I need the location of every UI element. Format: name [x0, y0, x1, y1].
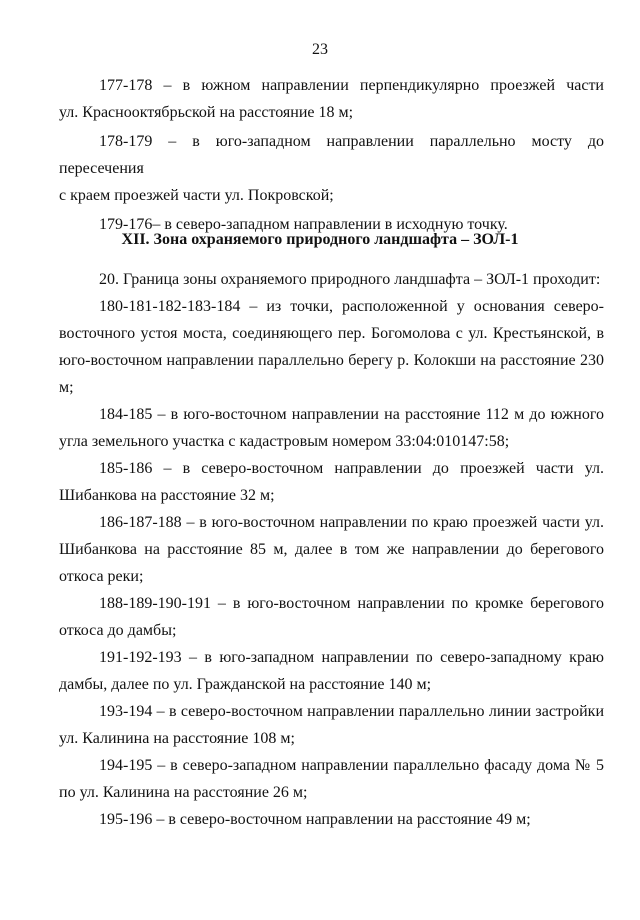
paragraph-193-194: 193-194 – в северо-восточном направлении параллельно линии застройки ул. Калинина на расстояние 108 м;: [59, 703, 604, 747]
section-heading: XII. Зона охраняемого природного ландшафта – ЗОЛ-1: [121, 231, 519, 248]
paragraph-177-178-line-2: ул. Краснооктябрьской на расстояние 18 м;: [59, 104, 354, 121]
paragraph-184-185: 184-185 – в юго-восточном направлении на расстояние 112 м до южного угла земельного участка с кадастровым номером 33:04:010147:58;: [59, 406, 604, 450]
paragraph-178-179-line-1: 178-179 – в юго-западном направлении параллельно мосту до пересечения: [59, 133, 604, 177]
paragraph-178-179-line-2: с краем проезжей части ул. Покровской;: [59, 187, 334, 204]
paragraph-180-184: 180-181-182-183-184 – из точки, расположенной у основания северо-восточного устоя моста, соединяющего пер. Богомолова с ул. Крестьянской, в юго-восточном направлении параллельно берегу р. Колокши на расстояние 230 м;: [59, 298, 604, 396]
section-body: [59, 266, 604, 833]
paragraph-20: 20. Граница зоны охраняемого природного ландшафта – ЗОЛ-1 проходит:: [99, 271, 601, 288]
paragraph-177-178-line-1: 177-178 – в южном направлении перпендикулярно проезжей части: [99, 77, 604, 94]
paragraph-195-196: 195-196 – в северо-восточном направлении на расстояние 49 м;: [99, 811, 531, 828]
paragraph-194-195: 194-195 – в северо-западном направлении параллельно фасаду дома № 5 по ул. Калинина на расстояние 26 м;: [59, 757, 604, 801]
paragraph-186-188: 186-187-188 – в юго-восточном направлении по краю проезжей части ул. Шибанкова на расстояние 85 м, далее в том же направлении до берегового откоса реки;: [59, 514, 604, 585]
page-number: 23: [312, 41, 328, 58]
paragraph-179-176: 179-176– в северо-западном направлении в исходную точку.: [99, 216, 508, 233]
paragraph-188-191: 188-189-190-191 – в юго-восточном направлении по кромке берегового откоса до дамбы;: [59, 595, 604, 639]
continuation-block: [59, 72, 604, 238]
paragraph-191-193: 191-192-193 – в юго-западном направлении по северо-западному краю дамбы, далее по ул. Гражданской на расстояние 140 м;: [59, 649, 604, 693]
paragraph-185-186: 185-186 – в северо-восточном направлении до проезжей части ул. Шибанкова на расстояние 32 м;: [59, 460, 604, 504]
